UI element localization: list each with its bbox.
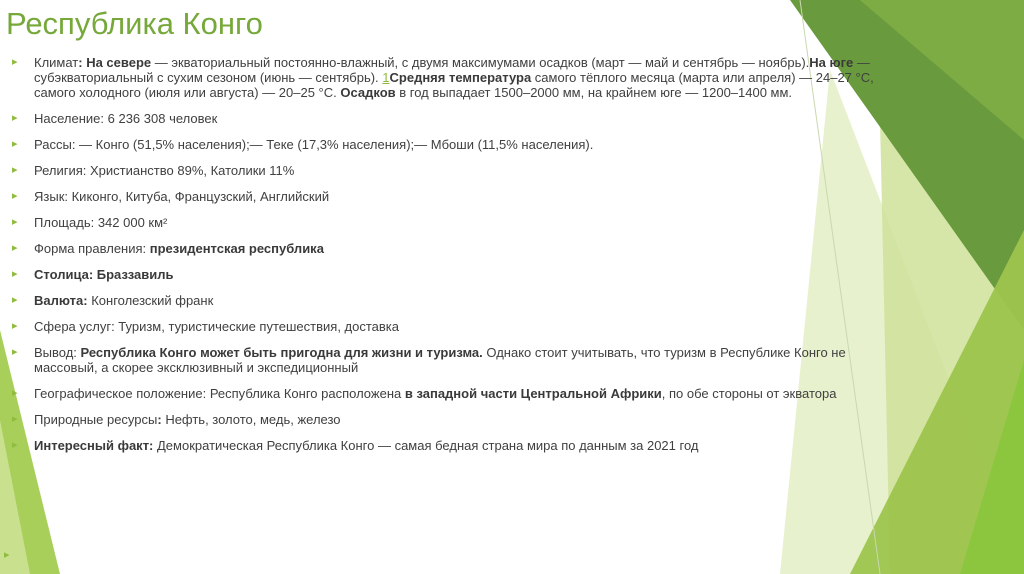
bold-text: : На севере: [78, 55, 152, 70]
list-item-text: [34, 438, 698, 453]
list-item-text: [34, 319, 399, 334]
list-item-government: [12, 241, 892, 256]
bold-text: Валюта:: [34, 293, 88, 308]
bold-text: На юге: [809, 55, 854, 70]
list-item-geography: [12, 386, 892, 401]
text-run: Язык: Киконго, Китуба, Французский, Английский: [34, 189, 330, 204]
bullet-icon: ▸: [12, 387, 18, 399]
list-item-text: [34, 293, 213, 308]
list-item-resources: [12, 412, 892, 427]
list-item-text: [34, 412, 341, 427]
text-run: Нефть, золото, медь, железо: [161, 412, 341, 427]
text-run: — экваториальный постоянно-влажный, с двумя максимумами осадков (март — май и сентябрь — ноябрь).: [151, 55, 810, 70]
bullet-icon: ▸: [12, 164, 18, 176]
text-run: Религия: Христианство 89%, Католики 11%: [34, 163, 295, 178]
list-item-population: [12, 111, 892, 126]
text-run: — субэкваториальный с сухим сезоном (июнь — сентябрь).: [34, 55, 870, 85]
list-item-religion: [12, 163, 892, 178]
bullet-icon: ▸: [12, 294, 18, 306]
list-item-text: [34, 386, 836, 401]
list-item-text: [34, 241, 324, 256]
text-run: Вывод:: [34, 345, 81, 360]
bullet-icon: ▸: [12, 190, 18, 202]
bullet-icon: ▸: [12, 320, 18, 332]
text-run: Сфера услуг: Туризм, туристические путешествия, доставка: [34, 319, 400, 334]
bullet-icon: ▸: [12, 346, 18, 358]
bold-text: президентская республика: [149, 241, 324, 256]
text-run: Конголезский франк: [87, 293, 214, 308]
bullet-icon: ▸: [12, 112, 18, 124]
list-item-text: [34, 267, 174, 282]
list-item-fact: [12, 438, 892, 453]
text-run: Географическое положение: Республика Конго расположена: [34, 386, 405, 401]
list-item-text: [34, 215, 167, 230]
text-run: самого тёплого месяца (марта или апреля) — 24–27 °C, самого холодного (июля или августа) — 20–25 °C.: [34, 70, 874, 100]
bold-text: Интересный факт:: [34, 438, 154, 453]
bold-text: Осадков: [340, 85, 396, 100]
text-run: Рассы: — Конго (51,5% населения);— Теке (17,3% населения);— Мбоши (11,5% населения).: [34, 137, 594, 152]
bullet-icon: ▸: [12, 216, 18, 228]
list-item-text: [34, 137, 593, 152]
list-item-capital: [12, 267, 892, 282]
bullet-icon: ▸: [12, 268, 18, 280]
list-item-text: [34, 345, 846, 375]
bold-text: Столица: Браззавиль: [34, 267, 174, 282]
list-item-language: [12, 189, 892, 204]
bullet-icon: ▸: [4, 549, 10, 561]
text-run: Природные ресурсы: [34, 412, 158, 427]
list-item-text: [34, 189, 329, 204]
bold-text: Республика Конго может быть пригодна для жизни и туризма.: [80, 345, 483, 360]
bullet-icon: ▸: [12, 413, 18, 425]
list-item-services: [12, 319, 892, 334]
text-run: Форма правления:: [34, 241, 150, 256]
slide-title: Республика Конго: [6, 6, 263, 41]
bullet-icon: ▸: [12, 242, 18, 254]
bullet-icon: ▸: [12, 439, 18, 451]
text-run: Демократическая Республика Конго — самая бедная страна мира по данным за 2021 год: [153, 438, 699, 453]
list-item-conclusion: [12, 345, 892, 375]
bold-text: Средняя температура: [389, 70, 532, 85]
text-run: Климат: [34, 55, 79, 70]
text-run: Однако стоит учитывать, что туризм в Республике Конго не массовый, а скорее эксклюзивный и экспедиционный: [34, 345, 846, 375]
list-item-text: [34, 55, 874, 100]
bullet-icon: ▸: [12, 56, 18, 68]
bold-text: в западной части Центральной Африки: [404, 386, 662, 401]
text-run: Площадь: 342 000 км²: [34, 215, 168, 230]
list-item-currency: [12, 293, 892, 308]
bullet-list: [12, 55, 892, 464]
text-run: , по обе стороны от экватора: [661, 386, 837, 401]
text-run: Население: 6 236 308 человек: [34, 111, 218, 126]
footnote-link[interactable]: 1: [382, 70, 390, 85]
list-item-climate: [12, 55, 892, 100]
list-item-area: [12, 215, 892, 230]
bullet-icon: ▸: [12, 138, 18, 150]
list-item-races: [12, 137, 892, 152]
bold-text: :: [157, 412, 162, 427]
list-item-text: [34, 111, 217, 126]
list-item-text: [34, 163, 294, 178]
text-run: в год выпадает 1500–2000 мм, на крайнем юге — 1200–1400 мм.: [395, 85, 793, 100]
